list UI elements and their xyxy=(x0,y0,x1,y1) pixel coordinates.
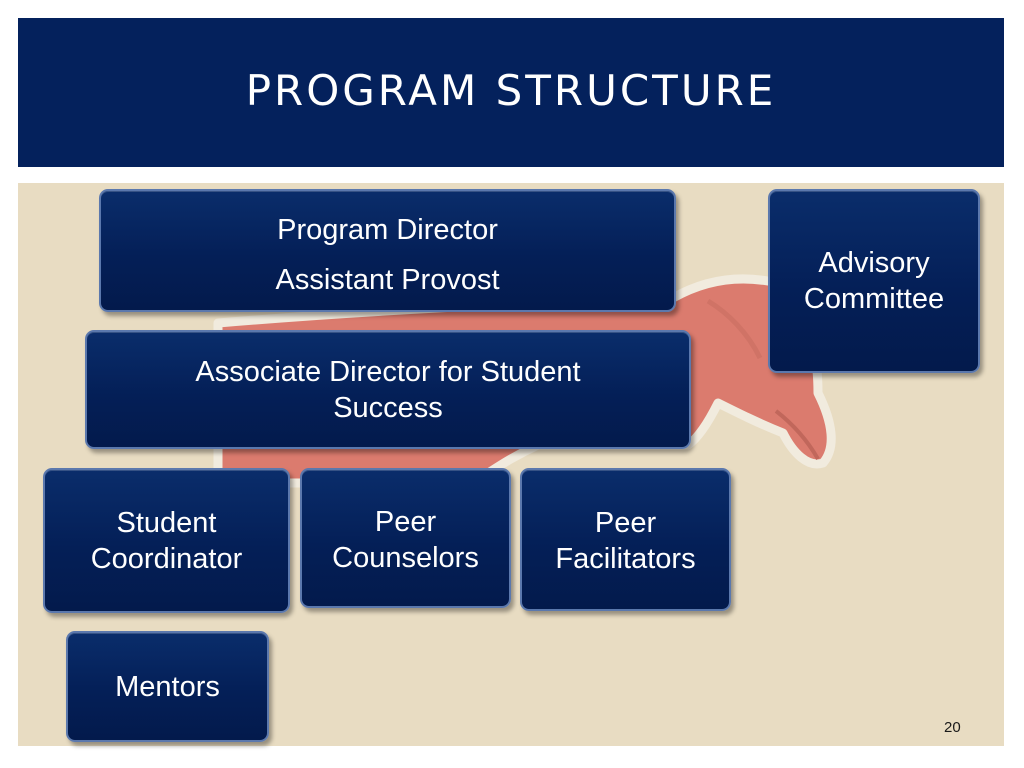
page-number: 20 xyxy=(944,719,961,736)
assistant-provost-label: Assistant Provost xyxy=(275,264,500,296)
peer-facilitators-line2: Facilitators xyxy=(555,543,696,575)
advisory-committee-line1: Advisory xyxy=(818,247,930,279)
mentors-label: Mentors xyxy=(115,670,220,703)
peer-facilitators-box xyxy=(520,468,731,611)
student-coordinator-line1: Student xyxy=(116,507,217,539)
student-coordinator-line2: Coordinator xyxy=(90,543,243,575)
peer-counselors-box xyxy=(300,468,511,608)
title-bar xyxy=(18,18,1004,167)
program-director-label: Program Director xyxy=(277,214,498,246)
associate-director-line2: Success xyxy=(333,392,443,424)
associate-director-box xyxy=(85,330,691,449)
peer-counselors-line1: Peer xyxy=(374,506,437,538)
advisory-committee-box xyxy=(768,189,980,373)
associate-director-line1: Associate Director for Student xyxy=(195,356,581,388)
program-director-box xyxy=(99,189,676,312)
mentors-box xyxy=(66,631,269,742)
advisory-committee-line2: Committee xyxy=(803,283,945,315)
slide-title: PROGRAM STRUCTURE xyxy=(245,66,777,115)
student-coordinator-box xyxy=(43,468,290,613)
peer-facilitators-line1: Peer xyxy=(594,507,657,539)
peer-counselors-line2: Counselors xyxy=(332,542,479,574)
